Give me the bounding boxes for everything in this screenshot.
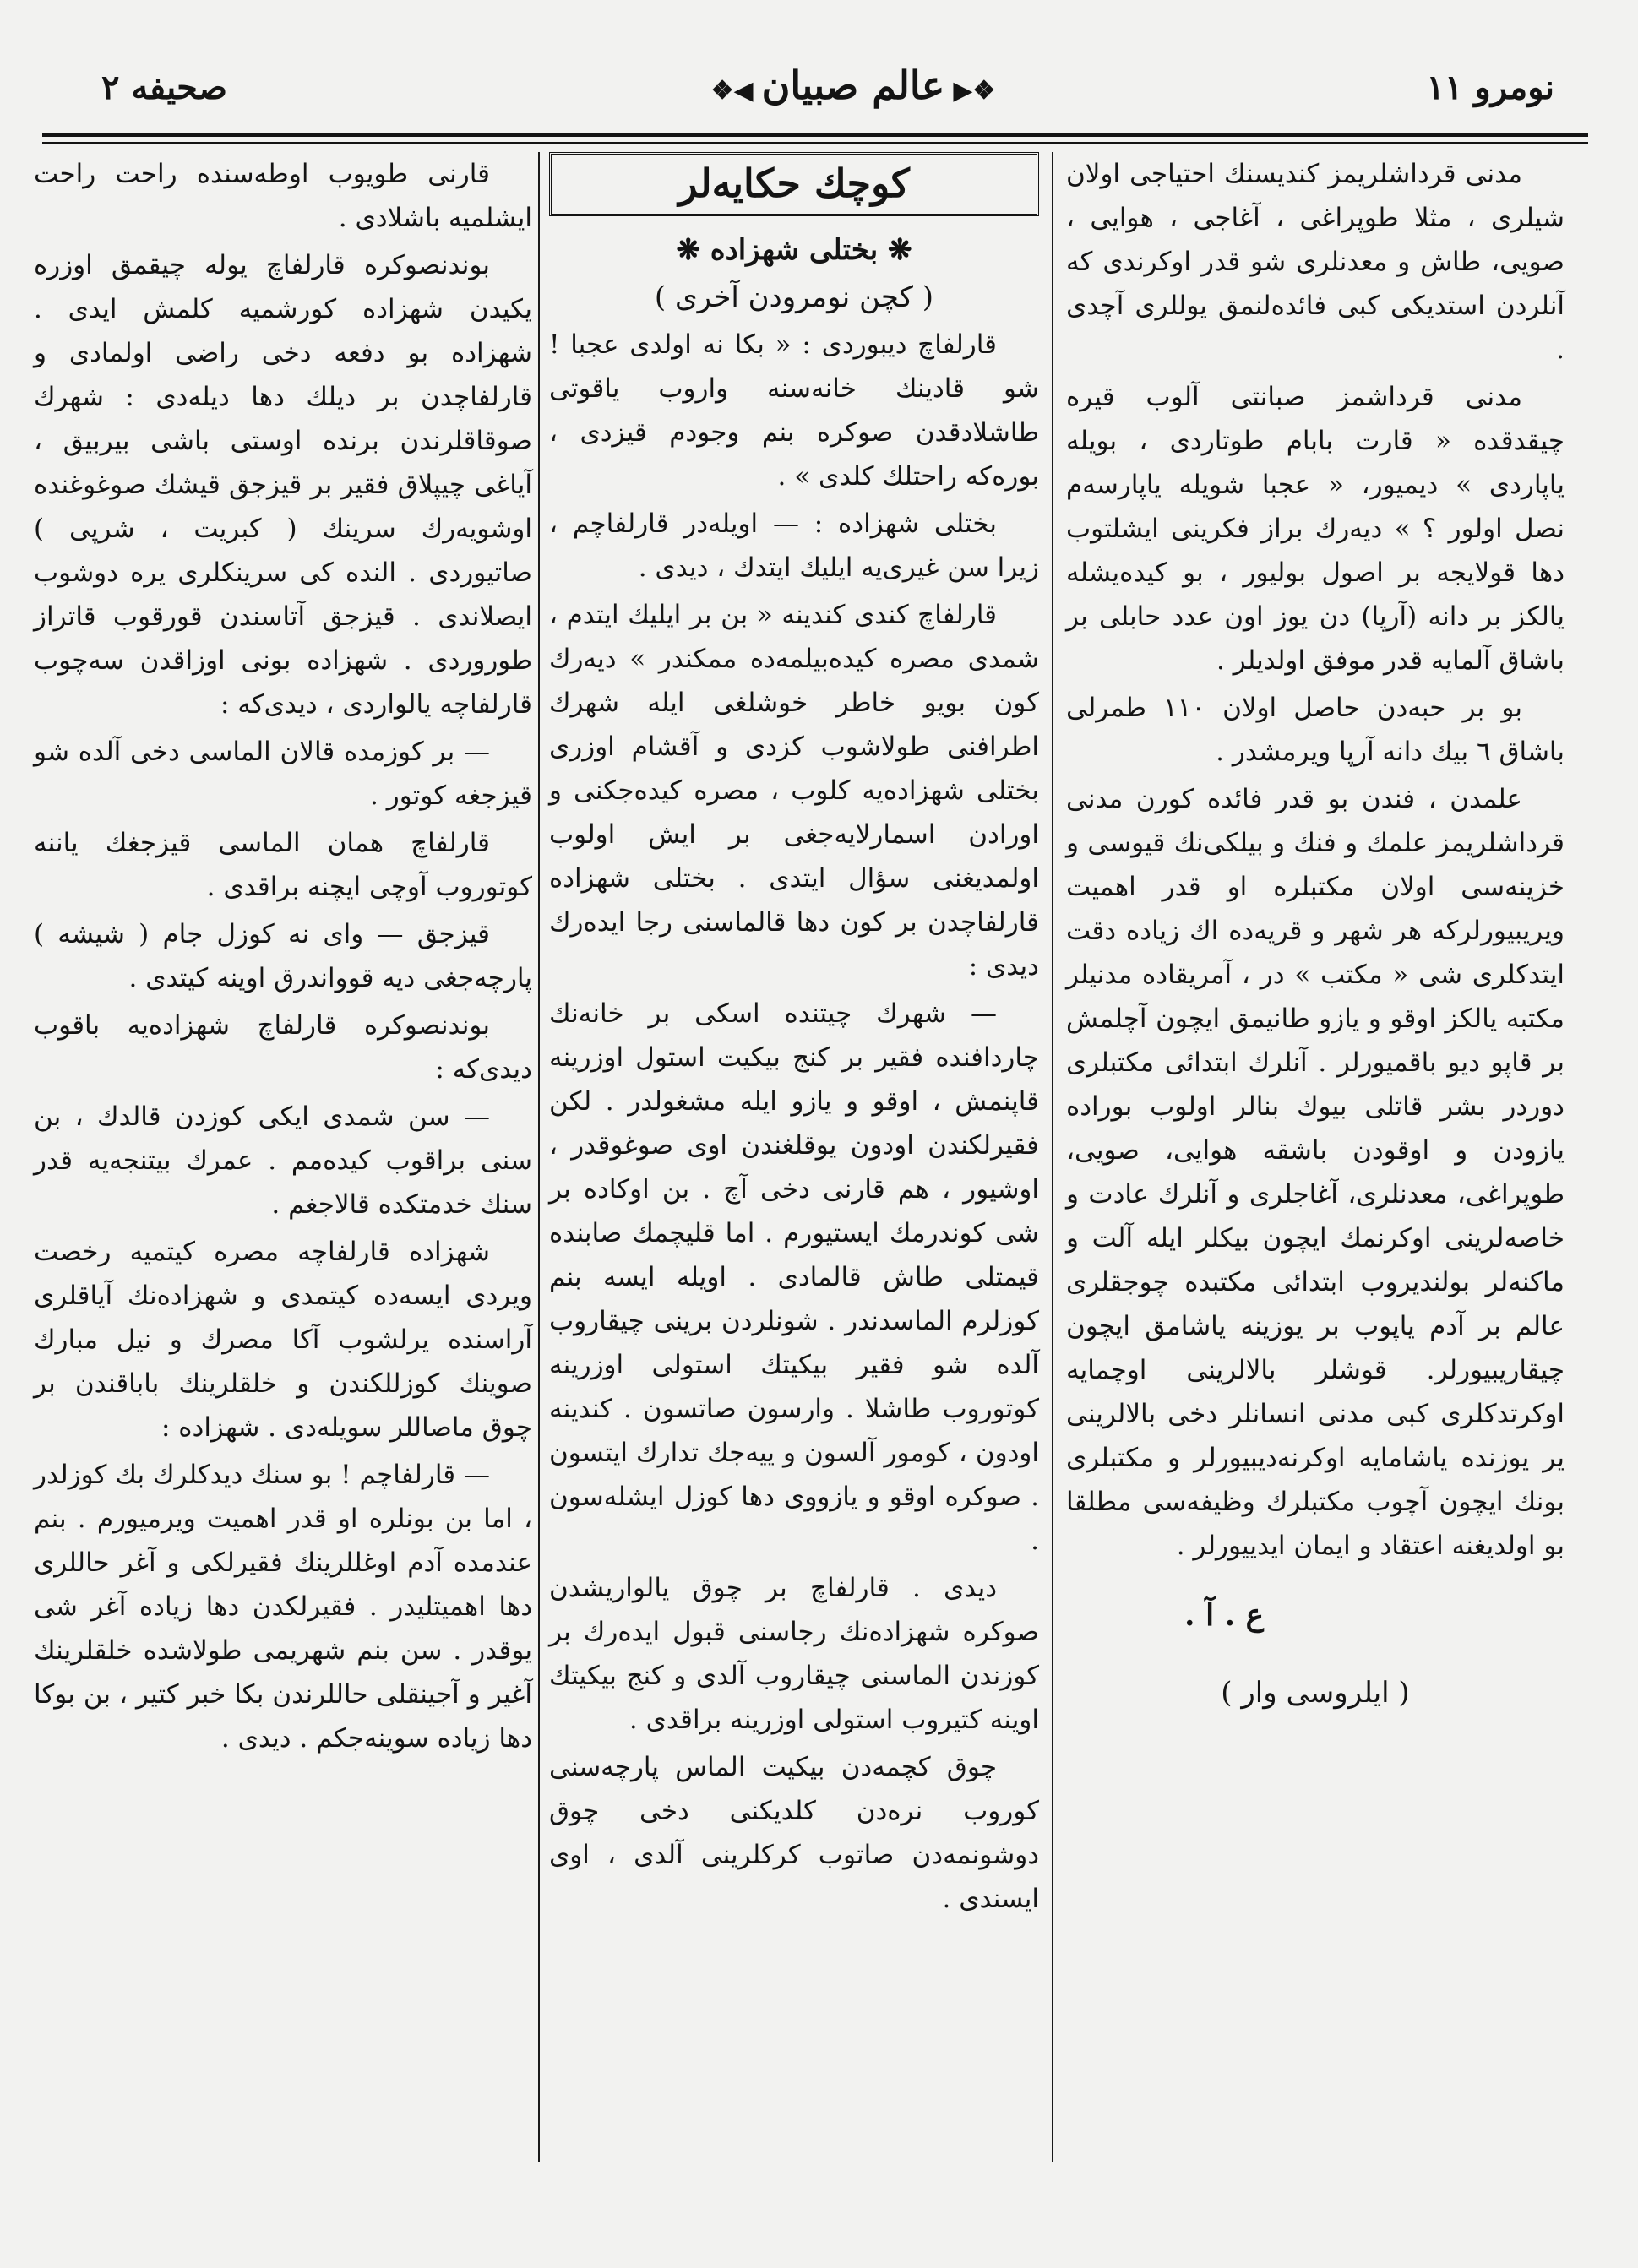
paragraph: مدنی قرداشلریمز کندیسنك احتیاجی اولان شیلری ، مثلا طوپراغی ، آغاجی ، هوایی ، صویی، طاش و معدنلری شو قدر اوکرندی که آنلردن استدیکی کبی فائده‌لنمق یوللری آچدی . [1066, 159, 1565, 365]
paragraph: علمدن ، فندن بو قدر فائده کورن مدنی قرداشلریمز علمك و فنك و بیلکی‌نك قیوسی و خزینه‌سی اولان مکتبلره او قدر اهمیت ویریبیورلرکه هر شهر و قریه‌ده اك زیاده دقت ایتدکلری شی « مکتب » در ، آمریقاده مدنیلر مکتبه یالکز اوقو و یازو طانیمق ایچون آچلمش بر قاپو دیو باقمیورلر . آنلرك ابتدائی مکتبلری دوردر بشر قاتلی بیوك بنالر اولوب بوراده یازودن و اوقودن باشقه هوایی، صویی، طوپراغی، معدنلری، آغاجلری و آنلرك عادت و خاصه‌لرینی اوکرنمك ایچون بیکلر ایله آلت و ماکنه‌لر بولندیروب ابتدائی مکتبده چوجقلری عالم بر آدم یاپوب بر یوزینه یاشامق ایچون چیقاریبیورلر. قوشلر بالالرینی اوچمایه اوکرتدکلری کبی مدنی انسانلر دخی بالالرینی یر یوزنده یاشامایه اوکرنه‌دیبیورلر و مکتبلری بونك ایچون آچوب مکتبلرك وظیفه‌سی مطلقا بو اولدیغنه اعتقاد و ایمان ایدییورلر . [1066, 784, 1565, 1561]
paragraph: بو بر حبه‌دن حاصل اولان ۱۱۰ طمرلی باشاق ٦ بیك دانه آرپا ویرمشدر . [1066, 693, 1565, 767]
paragraph: دیدی . قارلفاچ بر چوق یالواریشدن صوکره شهزاده‌نك رجاسنی قبول ایده‌رك بر کوزندن الماسنی چیقاروب آلدی و کنج بیکیتك اوینه کتیروب استولی اوزرینه براقدی . [549, 1573, 1039, 1735]
paragraph: قارنی طویوب اوطه‌سنده راحت راحت ایشلمیه باشلادی . [34, 159, 532, 233]
paragraph: بختلی شهزاده : — اویله‌در قارلفاچم ، زیرا سن غیری‌یه ایلیك ایتدك ، دیدی . [549, 509, 1039, 583]
ornament-icon: ❖▶ [953, 76, 996, 106]
issue-number: نومرو ١١ [1426, 68, 1554, 107]
paragraph: مدنی قرداشمز صبانتی آلوب قیره چیقدقده « قارت بابام طوتاردی ، بویله یاپاردی » دیمیور، « عجبا شویله یاپارسه‌م نصل اولور ؟ » دیه‌رك براز فکرینی ایشلتوب دها قولایجه بر اصول بولیور ، بو کیده‌یشله یالکز بر دانه (آرپا) دن یوز اون عدد حابلی بر باشاق آلمایه قدر موفق اولدیلر . [1066, 382, 1565, 676]
paragraph: قارلفاچ دیبوردی : « بکا نه اولدی عجبا ! شو قادینك خانه‌سنه واروب یاقوتی طاشلادقدن صوکره بنم وجودم قیزدی ، بوره‌که راحتلك کلدی » . [549, 329, 1039, 492]
page-number: صحيفه ٢ [101, 68, 227, 107]
paragraph: قارلفاچ همان الماسی قیزجغك یاننه کوتوروب آوچی ایچنه براقدی . [34, 828, 532, 902]
author-signature: ع . آ . [1184, 1597, 1265, 1633]
column-right [1066, 152, 1565, 1718]
story-subtitle: ( کچن نومرودن آخری ) [654, 280, 934, 314]
story-title: ❋ بختلی شهزاده ❋ [676, 233, 912, 267]
paragraph: — بر کوزمده قالان الماسی دخی آلده شو قیزجغه کوتور . [34, 737, 532, 811]
column-middle [549, 152, 1039, 1924]
paragraph: شهزاده قارلفاچه مصره کیتمیه رخصت ویردی ایسه‌ده کیتمدی و شهزاده‌نك آیاقلری آراسنده یرلشوب آکا مصرك و نیل مبارك صوینك کوزللکندن و خلقلرینك باباقندن بر چوق ماصاللر سویله‌دی . شهزاده : [34, 1237, 532, 1443]
paragraph: قارلفاچ کندی کندینه « بن بر ایلیك ایتدم ، شمدی مصره کیده‌بیلمه‌ده ممکندر » دیه‌رك کون بویو خاطر خوشلغی ایله شهرك اطرافنی طولاشوب کزدی و آقشام اوزری بختلی شهزاده‌یه کلوب ، مصره کیده‌جکنی و اورادن اسمارلایه‌جغی بر ایش اولوب اولمدیغنی سؤال ایتدی . بختلی شهزاده قارلفاچدن بر کون دها قالماسنی رجا ایده‌رك دیدی : [549, 600, 1039, 982]
column-divider [538, 152, 540, 2162]
paragraph: قیزجق — وای نه کوزل جام ( شیشه ) پارچه‌جغی دیه قوواندرق اوینه کیتدی . [34, 919, 532, 993]
column-left [34, 152, 532, 1764]
masthead [701, 63, 1005, 108]
masthead-title: عالم صبيان [761, 63, 945, 108]
column-divider [1052, 152, 1053, 2162]
page-header [42, 51, 1588, 144]
paragraph: — قارلفاچم ! بو سنك دیدکلرك بك کوزلدر ، اما بن بونلره او قدر اهمیت ویرمیورم . بنم عندمده آدم اوغللرینك فقیرلکی و آغر حاللری دها اهمیتلیدر . فقیرلکدن دها زیاده آغر شی یوقدر . سن بنم شهریمی طولاشده خلقلرینك آغیر و آجینقلی حاللرندن بکا خبر کتیر ، بن بوکا دها زیاده سوینه‌جکم . دیدی . [34, 1460, 532, 1754]
continued-note: ( ایلروسی وار ) [1221, 1676, 1410, 1710]
header-rule-thin [42, 142, 1588, 144]
paragraph: بوندنصوکره قارلفاچ شهزاده‌یه باقوب دیدی‌که : [34, 1010, 532, 1085]
ornament-icon: ◀❖ [710, 76, 754, 106]
paragraph: بوندنصوکره قارلفاچ یوله چیقمق اوزره یکیدن شهزاده کورشمیه کلمش ایدی . شهزاده بو دفعه دخی راضی اولمادی و قارلفاچدن بر دیلك دها دیله‌دی : شهرك صوقاقلرندن برنده اوستی باشی بیربیق ، آیاغی چیپلاق فقیر بر قیزجق قیشك صوغوغنده اوشویه‌رك سرینك ( کبریت ، شرپی ) صاتیوردی . النده کی سرینکلری یره دوشوب ایصلاندی . قیزجق آتاسندن قورقوب قاتراز طوروردی . شهزاده بونی اوزاقدن سه‌چوب قارلفاچه یالواردی ، دیدی‌که : [34, 250, 532, 720]
section-title: كوچك حكايه‌لر [549, 152, 1039, 216]
header-rule [42, 133, 1588, 137]
paragraph: — شهرك چیتنده اسکی بر خانه‌نك چاردافنده فقیر بر کنج بیکیت استول اوزرینه قاپنمش ، اوقو و یازو ایله مشغولدر . لکن فقیرلکندن اودون یوقلغندن اوی صوغوقدر ، اوشیور ، هم قارنی دخی آچ . بن اوکاده بر شی کوندرمك ایستیورم . اما قلیچمك صابنده قیمتلی طاش قالمادی . اویله ایسه بنم کوزلرم الماسدندر . شونلردن برینی چیقاروب آلده شو فقیر بیکیتك استولی اوزرینه کوتوروب طاشلا . وارسون صاتسون . کندینه اودون ، کومور آلسون و ییه‌جك تدارك ایتسون . صوکره اوقو و یازووی دها کوزل ایشله‌سون . [549, 998, 1039, 1556]
paragraph: چوق کچمه‌دن بیکیت الماس پارچه‌سنی کوروب نره‌دن کلدیکنی دخی چوق دوشونمه‌دن صاتوب کرکلرینی آلدی ، اوی ایسندی . [549, 1752, 1039, 1914]
paragraph: — سن شمدی ایکی کوزدن قالدك ، بن سنی براقوب کیده‌مم . عمرك بیتنجه‌یه قدر سنك خدمتکده قالاجغم . [34, 1101, 532, 1220]
